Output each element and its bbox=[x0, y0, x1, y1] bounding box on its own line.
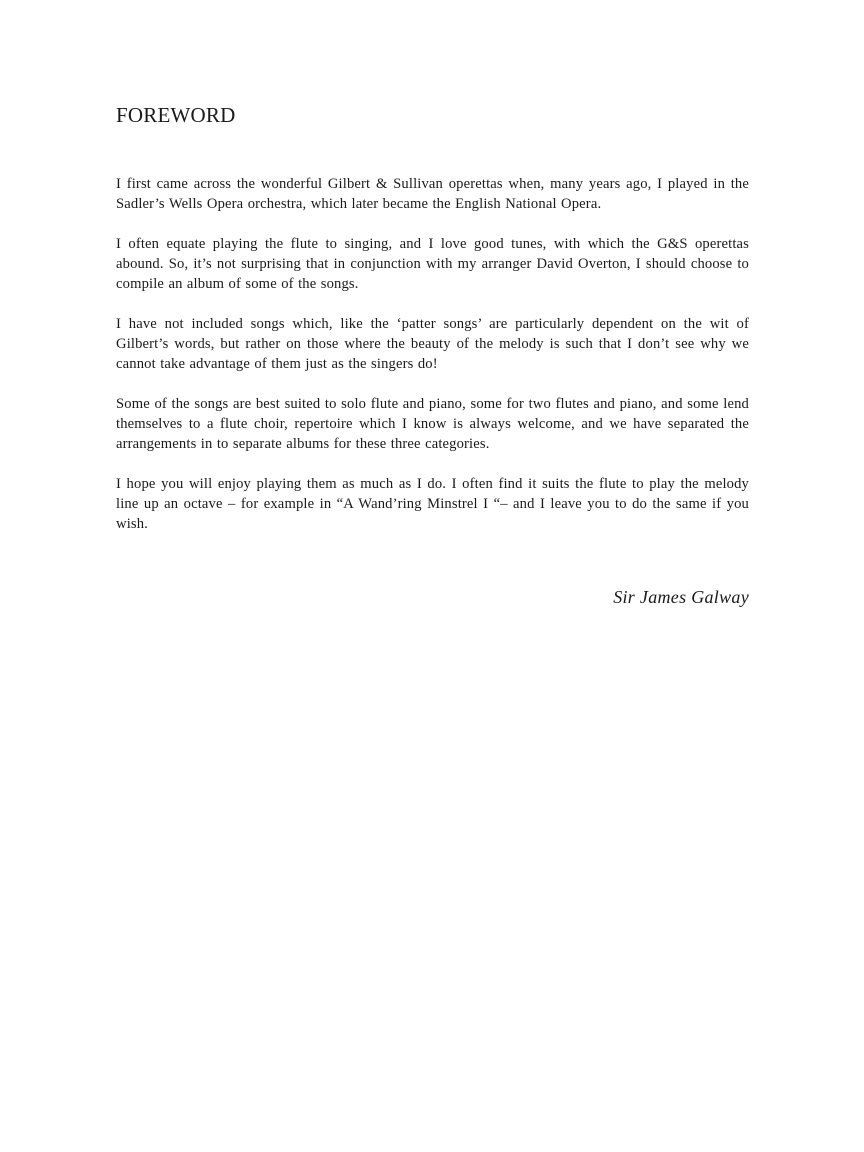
paragraph-3: I have not included songs which, like the ‘patter songs’ are particularly dependent on the wit of Gilbert’s words, but rather on those where the beauty of the melody is such that I don’t see why we cannot take advantage of them just as the singers do! bbox=[116, 316, 749, 372]
page-title: FOREWORD bbox=[116, 103, 236, 127]
paragraph-5: I hope you will enjoy playing them as much as I do. I often find it suits the flute to play the melody line up an octave – for example in “A Wand’ring Minstrel I “– and I leave you to do the same if you wish. bbox=[116, 476, 749, 532]
paragraph-4: Some of the songs are best suited to solo flute and piano, some for two flutes and piano, and some lend themselves to a flute choir, repertoire which I know is always welcome, and we have separated the arrangements in to separate albums for these three categories. bbox=[116, 396, 749, 452]
signature: Sir James Galway bbox=[613, 587, 749, 607]
paragraph-1: I first came across the wonderful Gilbert & Sullivan operettas when, many years ago, I played in the Sadler’s Wells Opera orchestra, which later became the English National Opera. bbox=[116, 176, 749, 212]
foreword-body bbox=[116, 174, 749, 554]
paragraph-2: I often equate playing the flute to singing, and I love good tunes, with which the G&S operettas abound. So, it’s not surprising that in conjunction with my arranger David Overton, I should choose to compile an album of some of the songs. bbox=[116, 236, 749, 292]
